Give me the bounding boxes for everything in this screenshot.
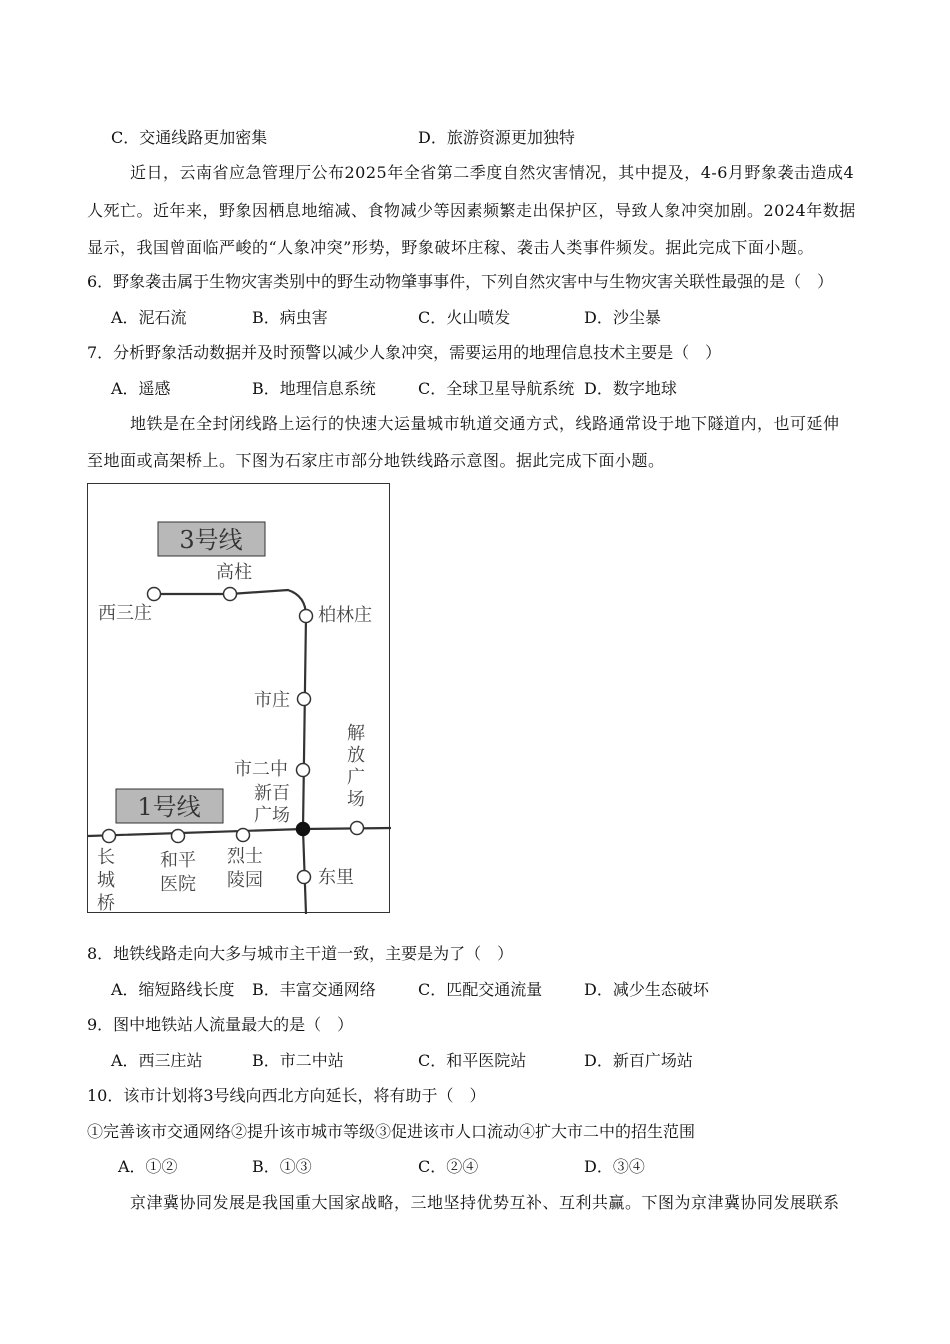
q5-option-d: D．旅游资源更加独特 (418, 128, 575, 147)
q8-option-b: B．丰富交通网络 (252, 980, 376, 999)
station-changcheng-label-1: 长 (97, 847, 115, 868)
station-bolinzhuang-label: 柏林庄 (318, 605, 372, 626)
passage1-line1: 近日，云南省应急管理厅公布2025年全省第二季度自然灾害情况，其中提及，4-6月野象袭击造成4 (130, 163, 855, 182)
q6-option-b: B．病虫害 (252, 308, 328, 327)
q5-option-c: C．交通线路更加密集 (111, 128, 268, 147)
q6-option-c: C．火山喷发 (418, 308, 511, 327)
q9-option-a: A．西三庄站 (111, 1051, 203, 1070)
station-changcheng-dot (103, 830, 116, 843)
q10-option-a: A．①② (118, 1157, 178, 1176)
station-changcheng-label-2: 城 (97, 870, 115, 891)
q8-option-a: A．缩短路线长度 (111, 980, 235, 999)
q9-stem: 9．图中地铁站人流量最大的是（ ） (87, 1015, 354, 1034)
q7-option-a: A．遥感 (111, 379, 171, 398)
station-xisanzhuang-dot (148, 588, 161, 601)
station-jiefang-label-4: 场 (347, 789, 365, 810)
passage1-line2: 人死亡。近年来，野象因栖息地缩减、食物减少等因素频繁走出保护区，导致人象冲突加剧。2024年数据 (87, 201, 856, 220)
station-jiefang-label-3: 广 (347, 767, 365, 788)
station-jiefang-dot (351, 822, 364, 835)
station-gaozhu-dot (224, 588, 237, 601)
q7-option-c: C．全球卫星导航系统 (418, 379, 575, 398)
station-shizhuang-dot (298, 693, 311, 706)
station-jiefang-label-2: 放 (347, 745, 365, 766)
metro-map-svg (88, 484, 391, 914)
station-xinbai-interchange-dot (297, 823, 310, 836)
station-dongli-dot (298, 871, 311, 884)
q9-option-c: C．和平医院站 (418, 1051, 527, 1070)
station-changcheng-label-3: 桥 (97, 893, 115, 914)
q10-option-d: D．③④ (584, 1157, 645, 1176)
q9-option-b: B．市二中站 (252, 1051, 344, 1070)
station-heping-label-1: 和平 (160, 850, 196, 871)
station-dongli-label: 东里 (318, 867, 354, 888)
passage3-line1: 京津冀协同发展是我国重大国家战略，三地坚持优势互补、互利共赢。下图为京津冀协同发展联系 (130, 1193, 840, 1212)
station-jiefang-label-1: 解 (347, 723, 365, 744)
q7-stem: 7．分析野象活动数据并及时预警以减少人象冲突，需要运用的地理信息技术主要是（ ） (87, 343, 722, 362)
q6-option-d: D．沙尘暴 (584, 308, 661, 327)
line3-label: 3号线 (179, 526, 243, 554)
q6-stem: 6．野象袭击属于生物灾害类别中的野生动物肇事事件，下列自然灾害中与生物灾害关联性最强的是（ ） (87, 272, 834, 291)
station-xinbai-label-1: 新百 (254, 783, 290, 804)
q9-option-d: D．新百广场站 (584, 1051, 693, 1070)
station-xinbai-label-2: 广场 (254, 805, 290, 826)
passage1-line3: 显示，我国曾面临严峻的“人象冲突”形势，野象破坏庄稼、袭击人类事件频发。据此完成下面小题。 (87, 238, 814, 257)
station-bolinzhuang-dot (300, 610, 313, 623)
q10-option-c: C．②④ (418, 1157, 479, 1176)
passage2-line1: 地铁是在全封闭线路上运行的快速大运量城市轨道交通方式，线路通常设于地下隧道内，也可延伸 (130, 414, 840, 433)
station-lieshi-dot (237, 829, 250, 842)
station-shizhuang-label: 市庄 (254, 690, 290, 711)
station-lieshi-label-1: 烈士 (227, 846, 263, 867)
q8-option-c: C．匹配交通流量 (418, 980, 543, 999)
station-heping-label-2: 医院 (160, 874, 196, 895)
station-lieshi-label-2: 陵园 (227, 870, 263, 891)
q6-option-a: A．泥石流 (111, 308, 187, 327)
q7-option-d: D．数字地球 (584, 379, 677, 398)
station-xisanzhuang-label: 西三庄 (98, 603, 152, 624)
q10-items: ①完善该市交通网络②提升该市城市等级③促进该市人口流动④扩大市二中的招生范围 (87, 1122, 696, 1141)
q8-option-d: D．减少生态破坏 (584, 980, 709, 999)
station-shierzhong-dot (297, 764, 310, 777)
metro-map (87, 483, 390, 913)
station-shierzhong-label: 市二中 (234, 759, 288, 780)
station-heping-dot (172, 830, 185, 843)
station-gaozhu-label: 高柱 (216, 562, 252, 583)
passage2-line2: 至地面或高架桥上。下图为石家庄市部分地铁线路示意图。据此完成下面小题。 (87, 451, 665, 470)
q10-option-b: B．①③ (252, 1157, 312, 1176)
q10-stem: 10．该市计划将3号线向西北方向延长，将有助于（ ） (87, 1086, 486, 1105)
q8-stem: 8．地铁线路走向大多与城市主干道一致，主要是为了（ ） (87, 944, 514, 963)
q7-option-b: B．地理信息系统 (252, 379, 376, 398)
line1-label: 1号线 (137, 793, 201, 821)
